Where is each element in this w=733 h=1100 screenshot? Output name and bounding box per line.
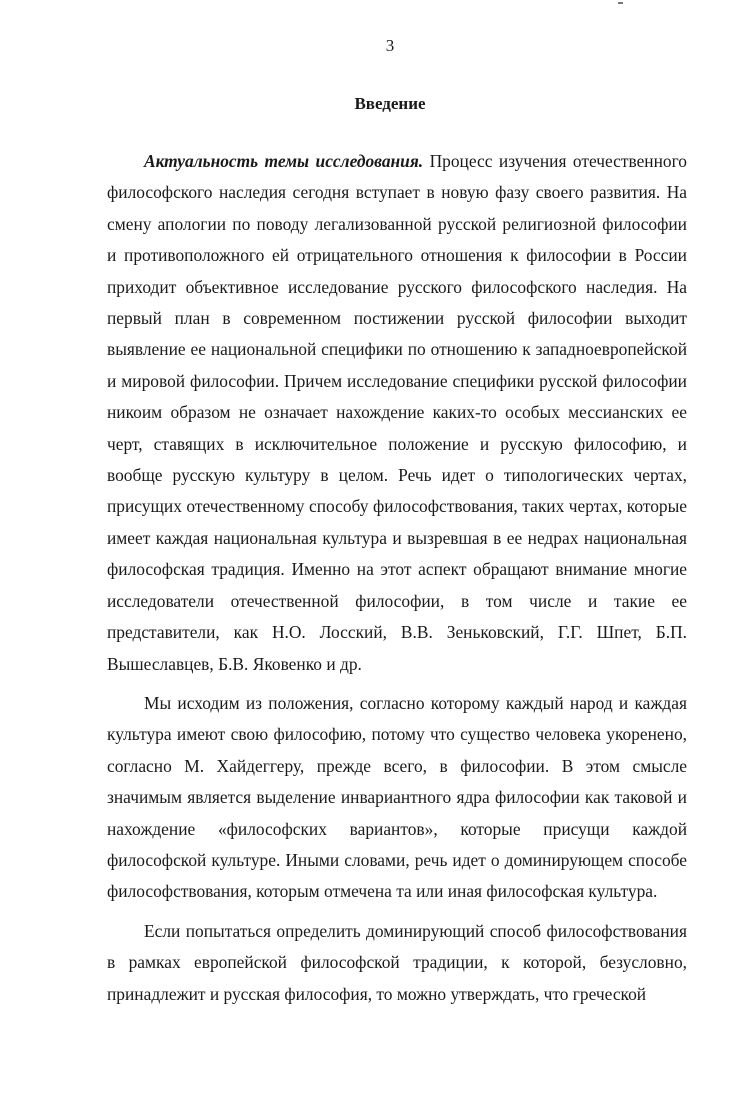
paragraph-philosophy-culture: Мы исходим из положения, согласно которому каждый народ и каждая культура имеют свою философию, потому что существо человека укоренено, согласно М. Хайдеггеру, прежде всего, в философии. В этом смысле значимым является выделение инвариантного ядра философии как таковой и нахождение «философских вариантов», которые присущи каждой философской культуре. Иными словами, речь идет о доминирующем способе философствования, которым отмечена та или иная философская культура. <box>107 692 687 902</box>
section-heading: Введение <box>354 94 426 113</box>
scan-mark <box>618 2 623 4</box>
page-number: 3 <box>385 36 395 55</box>
paragraph-relevance <box>107 146 687 680</box>
paragraph-text: Процесс изучения отечественного философского наследия сегодня вступает в новую фазу своего развития. На смену апологии по поводу легализованной русской религиозной философии и противоположного ей отрицательного отношения к философии в России приходит объективное исследование русского философского наследия. На первый план в современном постижении русской философии выходит выявление ее национальной специфики по отношению к западноевропейской и мировой философии. Причем исследование специфики русской философии никоим образом не означает нахождение каких-то особых мессианских ее черт, ставящих в исключительное положение и русскую философию, и вообще русскую культуру в целом. Речь идет о типологических чертах, присущих отечественному способу философствования, таких чертах, которые имеет каждая национальная культура и вызревшая в ее недрах национальная философская традиция. Именно на этот аспект обращают внимание многие исследователи отечественной философии, в том числе и такие ее представители, как Н.О. Лосский, В.В. Зеньковский, Г.Г. Шпет, Б.П. Вышеславцев, Б.В. Яковенко и др. <box>107 151 687 674</box>
paragraph-lead: Актуальность темы исследования. <box>144 151 424 171</box>
paragraph-european-tradition: Если попытаться определить доминирующий способ философствования в рамках европейской философской традиции, к которой, безусловно, принадлежит и русская философия, то можно утверждать, что греческой <box>107 920 687 1004</box>
body-text <box>107 146 687 1018</box>
